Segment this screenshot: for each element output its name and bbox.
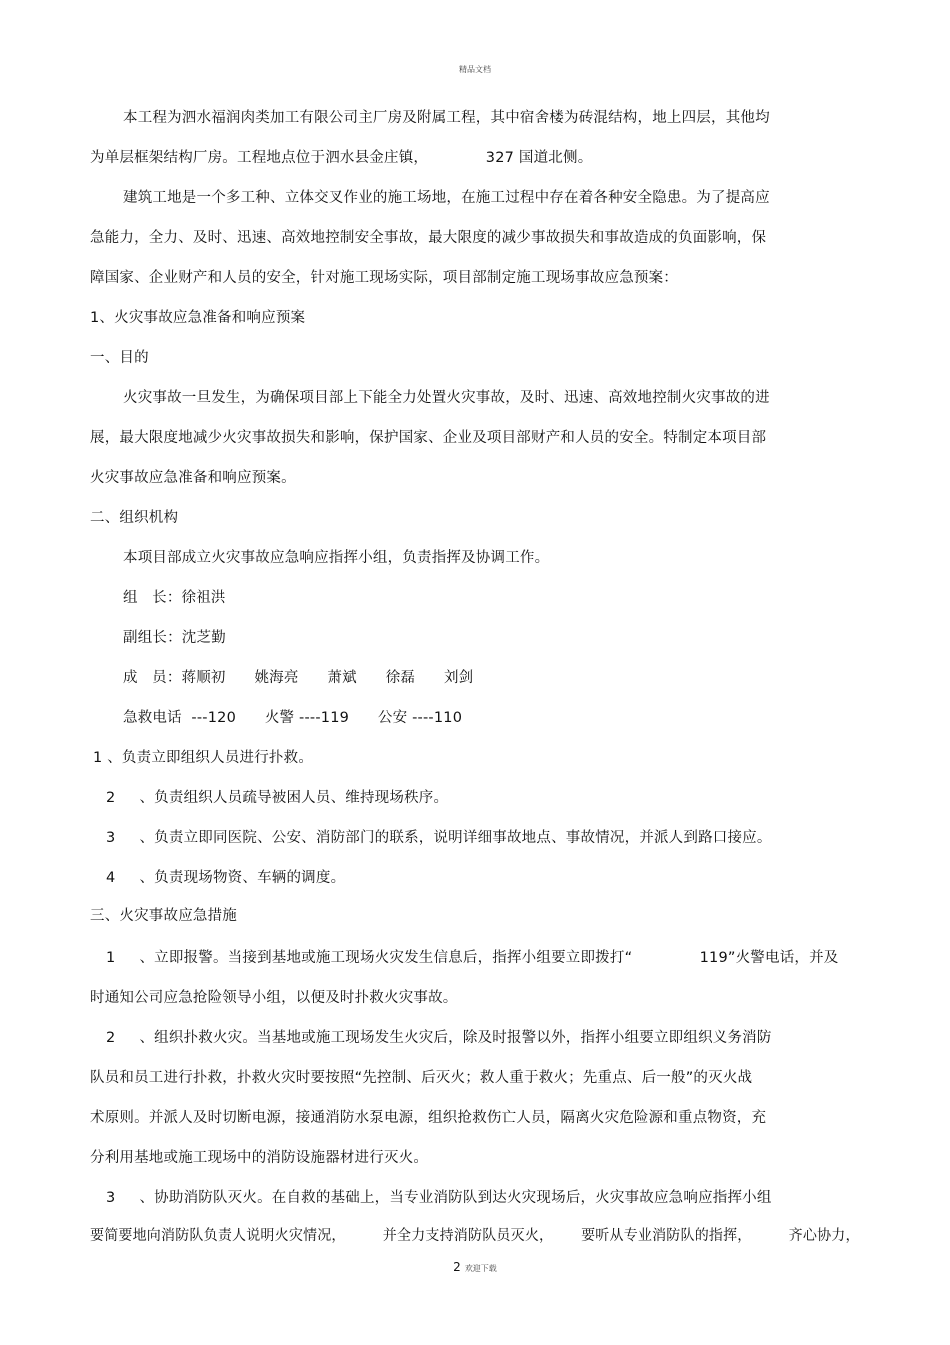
footer-note: 欢迎下载	[464, 1264, 497, 1273]
list-item: 3 、协助消防队灭火。在自救的基础上，当专业消防队到达火灾现场后，火灾事故应急响应指挥小组	[106, 1190, 772, 1206]
list-item: 4 、负责现场物资、车辆的调度。	[106, 870, 346, 886]
page-number: 2	[453, 1260, 461, 1274]
page-footer	[0, 1260, 950, 1274]
emergency-phone-line: 急救电话 ---120 火警 ----119 公安 ----110	[123, 710, 463, 726]
paragraph-line: 要简要地向消防队负责人说明火灾情况， 并全力支持消防队员灭火， 要听从专业消防队的指挥， 齐心协力，	[90, 1228, 860, 1244]
paragraph-line: 术原则。并派人及时切断电源，接通消防水泵电源，组织抢救伤亡人员，隔离火灾危险源和重点物资，充	[90, 1110, 767, 1126]
section-heading: 三、火灾事故应急措施	[90, 908, 237, 924]
paragraph-line: 本项目部成立火灾事故应急响应指挥小组，负责指挥及协调工作。	[123, 550, 550, 566]
roster-line: 成 员：蒋顺初 姚海亮 萧斌 徐磊 刘剑	[123, 670, 474, 686]
paragraph-line: 时通知公司应急抢险领导小组，以便及时扑救火灾事故。	[90, 990, 458, 1006]
paragraph-line: 障国家、企业财产和人员的安全，针对施工现场实际，项目部制定施工现场事故应急预案：	[90, 270, 678, 286]
paragraph-line: 展，最大限度地减少火灾事故损失和影响，保护国家、企业及项目部财产和人员的安全。特制定本项目部	[90, 430, 767, 446]
paragraph-line: 火灾事故一旦发生，为确保项目部上下能全力处置火灾事故，及时、迅速、高效地控制火灾事故的进	[123, 390, 770, 406]
list-item: 2 、负责组织人员疏导被困人员、维持现场秩序。	[106, 790, 449, 806]
section-heading: 一、目的	[90, 350, 149, 366]
roster-line: 副组长：沈芝勤	[123, 630, 226, 646]
section-heading: 1、火灾事故应急准备和响应预案	[90, 310, 306, 326]
paragraph-line: 建筑工地是一个多工种、立体交叉作业的施工场地，在施工过程中存在着各种安全隐患。为了提高应	[123, 190, 770, 206]
paragraph-line: 分利用基地或施工现场中的消防设施器材进行灭火。	[90, 1150, 429, 1166]
page-header: 精品文档	[459, 65, 491, 74]
paragraph-line: 队员和员工进行扑救，扑救火灾时要按照“先控制、后灭火；救人重于救火；先重点、后一般”的灭火战	[90, 1070, 753, 1086]
section-heading: 二、组织机构	[90, 510, 179, 526]
paragraph-line: 本工程为泗水福润肉类加工有限公司主厂房及附属工程，其中宿舍楼为砖混结构，地上四层，其他均	[123, 110, 770, 126]
paragraph-line: 为单层框架结构厂房。工程地点位于泗水县金庄镇， 327 国道北侧。	[90, 150, 593, 166]
roster-line: 组 长：徐祖洪	[123, 590, 226, 606]
list-item: 1 、立即报警。当接到基地或施工现场火灾发生信息后，指挥小组要立即拨打“ 119”火警电话，并及	[106, 950, 839, 966]
list-item: 2 、组织扑救火灾。当基地或施工现场发生火灾后，除及时报警以外，指挥小组要立即组织义务消防	[106, 1030, 772, 1046]
list-item: 3 、负责立即同医院、公安、消防部门的联系，说明详细事故地点、事故情况，并派人到路口接应。	[106, 830, 772, 846]
paragraph-line: 火灾事故应急准备和响应预案。	[90, 470, 296, 486]
list-item: 1 、负责立即组织人员进行扑救。	[93, 750, 314, 766]
paragraph-line: 急能力，全力、及时、迅速、高效地控制安全事故，最大限度的减少事故损失和事故造成的负面影响，保	[90, 230, 767, 246]
